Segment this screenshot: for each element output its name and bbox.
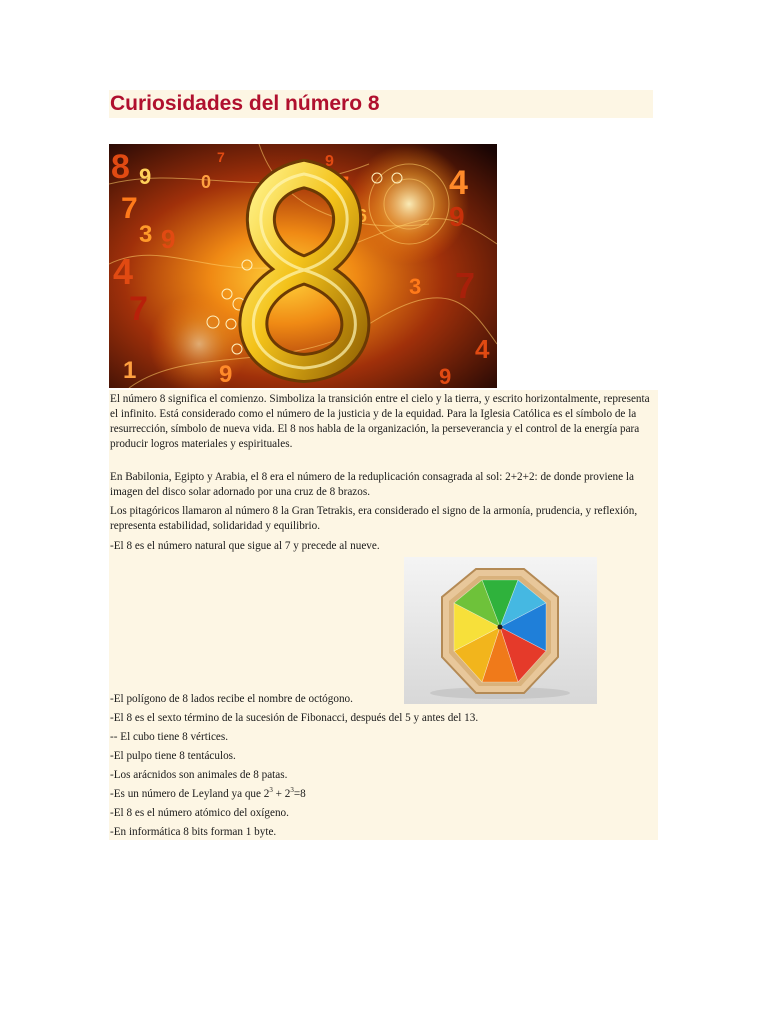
fact-cube: -- El cubo tiene 8 vértices. — [110, 731, 229, 743]
svg-text:9: 9 — [139, 164, 152, 189]
svg-text:3: 3 — [139, 221, 153, 248]
svg-text:7: 7 — [217, 149, 225, 165]
paragraph-babylon: En Babilonia, Egipto y Arabia, el 8 era el número de la reduplicación consagrada al sol: 2+2+2: de donde proviene la imagen del disco solar adornado por una cruz de 8 brazos. — [110, 471, 634, 498]
paragraph-pythagoreans: Los pitagóricos llamaron al número 8 la Gran Tetrakis, era considerado el signo de la armonía, prudencia, y reflexión, representa estabilidad, solidaridad y equilibrio. — [110, 505, 638, 532]
svg-text:4: 4 — [113, 251, 134, 292]
leyland-prefix: -Es un número de Leyland ya que 2 — [110, 788, 270, 800]
leyland-middle: + 2 — [272, 788, 291, 800]
fact-natural-number: -El 8 es el número natural que sigue al 7 y precede al nueve. — [110, 540, 380, 552]
svg-text:7: 7 — [129, 290, 148, 328]
svg-text:1: 1 — [123, 357, 137, 384]
svg-text:4: 4 — [475, 334, 490, 364]
svg-text:7: 7 — [121, 192, 138, 225]
svg-text:6: 6 — [357, 206, 368, 226]
svg-text:9: 9 — [161, 224, 176, 254]
svg-text:9: 9 — [449, 201, 465, 232]
fact-leyland — [110, 787, 658, 802]
fact-oxygen: -El 8 es el número atómico del oxígeno. — [110, 807, 289, 819]
fact-octagon: -El polígono de 8 lados recibe el nombre de octógono. — [110, 693, 353, 705]
svg-text:0: 0 — [201, 172, 212, 192]
fact-octopus: -El pulpo tiene 8 tentáculos. — [110, 750, 236, 762]
svg-text:9: 9 — [439, 364, 452, 388]
paragraph-intro: El número 8 significa el comienzo. Simboliza la transición entre el cielo y la tierra, y escrito horizontalmente, representa el infinito. Está considerado como el número de la justicia y de la equidad. Para la Iglesia Católica es el símbolo de la resurrección, símbolo de nueva vida. El 8 nos habla de la organización, la perseverancia y el control de la energía para producir logros materiales y espirituales. — [110, 393, 650, 450]
svg-text:8: 8 — [111, 148, 130, 186]
fact-byte: -En informática 8 bits forman 1 byte. — [110, 826, 277, 838]
number-eight-hero-image — [109, 144, 497, 388]
svg-text:9: 9 — [219, 361, 233, 388]
octagon-puzzle-image — [404, 557, 597, 704]
leyland-exponent-2: 3 — [290, 786, 294, 794]
svg-text:4: 4 — [449, 164, 468, 202]
fact-fibonacci: -El 8 es el sexto término de la sucesión de Fibonacci, después del 5 y antes del 13. — [110, 712, 479, 724]
svg-text:7: 7 — [455, 265, 476, 306]
fact-arachnids: -Los arácnidos son animales de 8 patas. — [110, 769, 288, 781]
page-title: Curiosidades del número 8 — [110, 92, 380, 115]
leyland-suffix: =8 — [293, 788, 306, 800]
svg-text:7: 7 — [337, 172, 350, 197]
svg-text:9: 9 — [325, 153, 334, 170]
svg-text:3: 3 — [409, 274, 422, 299]
leyland-exponent-1: 3 — [269, 786, 273, 794]
